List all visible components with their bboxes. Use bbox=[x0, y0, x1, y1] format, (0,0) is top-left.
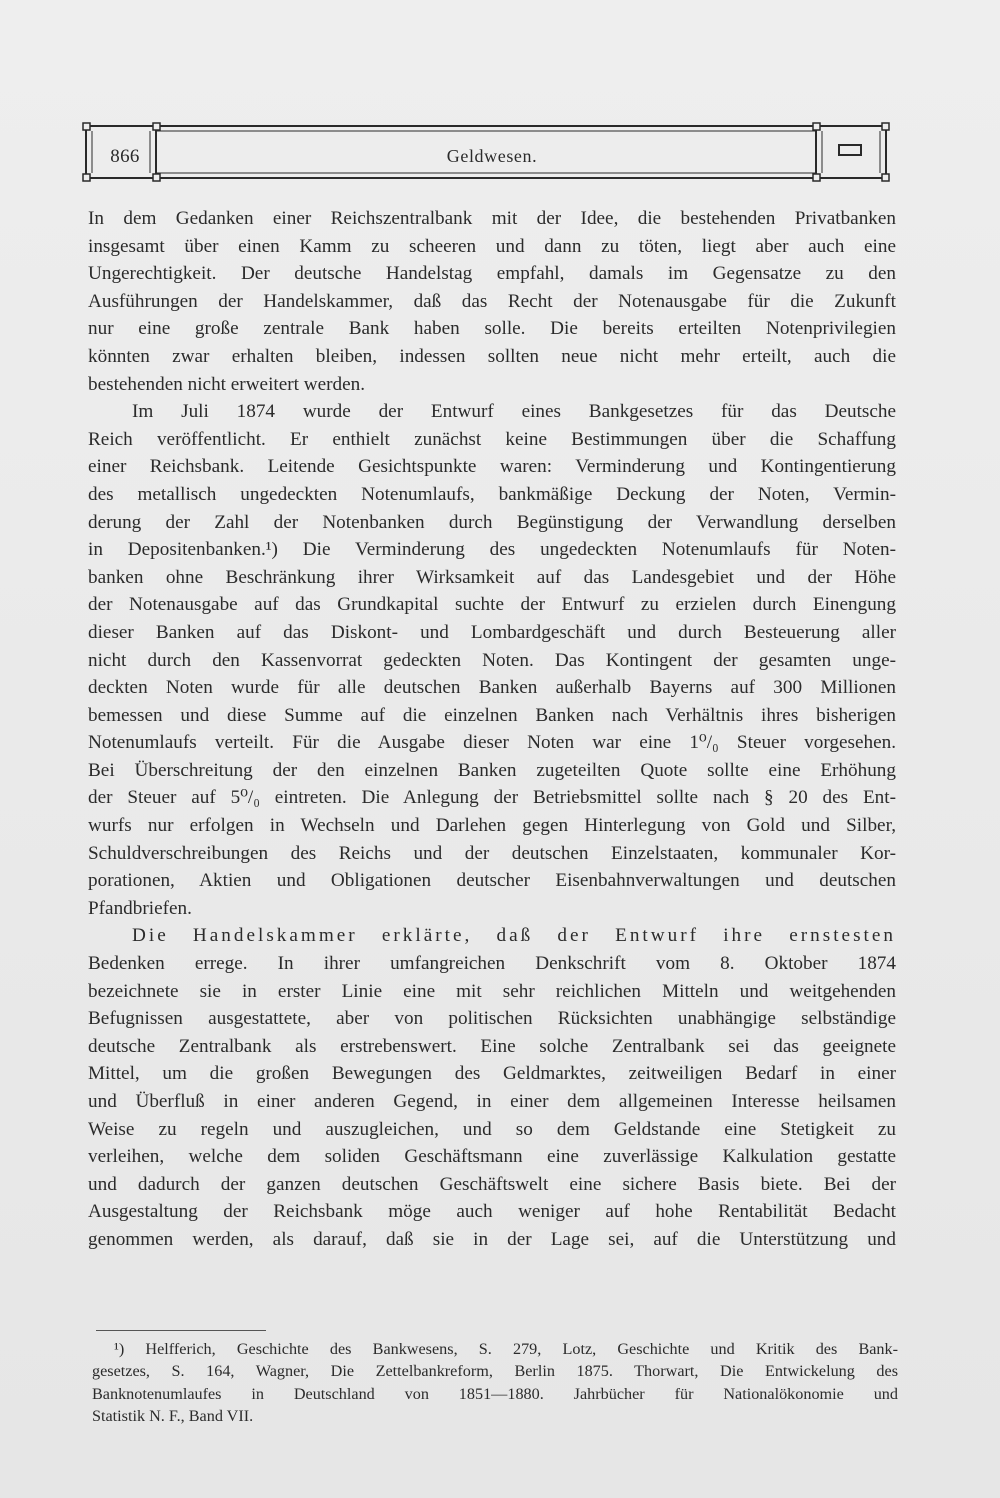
text-line: Ausführungen der Handelskammer, daß das Recht der Notenausgabe für die Zukunft bbox=[88, 290, 896, 312]
text-line: könnten zwar erhalten bleiben, indessen sollten neue nicht mehr erteilt, auch die bbox=[88, 345, 896, 367]
footnote bbox=[92, 1338, 898, 1428]
text-line: nicht durch den Kassenvorrat gedeckten Noten. Das Kontingent der gesamten unge- bbox=[88, 649, 896, 671]
text-line: banken ohne Beschränkung ihrer Wirksamkeit auf das Landesgebiet und der Höhe bbox=[88, 566, 896, 588]
text-line: bezeichnete sie in erster Linie eine mit sehr reichlichen Mitteln und weitgehenden bbox=[88, 980, 896, 1002]
text-line: Im Juli 1874 wurde der Entwurf eines Bankgesetzes für das Deutsche bbox=[132, 401, 896, 423]
text-line: nur eine große zentrale Bank haben solle. Die bereits erteilten Notenprivilegien bbox=[88, 318, 896, 340]
text-line: in Depositenbanken.¹) Die Verminderung des ungedeckten Notenumlaufs für Noten- bbox=[88, 539, 896, 561]
text-line: Ausgestaltung der Reichsbank möge auch weniger auf hohe Rentabilität Bedacht bbox=[88, 1201, 896, 1223]
footnote-line: gesetzes, S. 164, Wagner, Die Zettelbankreform, Berlin 1875. Thorwart, Die Entwickelung des bbox=[92, 1362, 898, 1381]
text-line: derung der Zahl der Notenbanken durch Begünstigung der Verwandlung derselben bbox=[88, 511, 896, 533]
text-line: Schuldverschreibungen des Reichs und der deutschen Einzelstaaten, kommunaler Kor- bbox=[88, 842, 896, 864]
text-line: des metallisch ungedeckten Notenumlaufs, bankmäßige Deckung der Noten, Vermin- bbox=[88, 483, 896, 505]
text-line: der Steuer auf 5⁰/₀ eintreten. Die Anlegung der Betriebsmittel sollte nach § 20 des Ent- bbox=[88, 787, 896, 809]
text-line: wurfs nur erfolgen in Wechseln und Darlehen gegen Hinterlegung von Gold und Silber, bbox=[88, 815, 896, 837]
text-line: Die Handelskammer erklärte, daß der Entwurf ihre ernstesten bbox=[132, 925, 896, 947]
text-line: der Notenausgabe auf das Grundkapital suchte der Entwurf zu erzielen durch Einengung bbox=[88, 594, 896, 616]
text-line: Notenumlaufs verteilt. Für die Ausgabe dieser Noten war eine 1⁰/₀ Steuer vorgesehen. bbox=[88, 732, 896, 754]
text-line: und Überfluß in einer anderen Gegend, in einer dem allgemeinen Interesse heilsamen bbox=[88, 1091, 896, 1112]
text-line: Reich veröffentlicht. Er enthielt zunächst keine Bestimmungen über die Schaffung bbox=[88, 428, 896, 450]
footnote-line: Statistik N. F., Band VII. bbox=[92, 1407, 254, 1426]
text-line: und dadurch der ganzen deutschen Geschäftswelt eine sichere Basis biete. Bei der bbox=[88, 1173, 896, 1195]
text-line: Bei Überschreitung der den einzelnen Banken zugeteilten Quote sollte eine Erhöhung bbox=[88, 759, 896, 781]
text-line: Weise zu regeln und auszugleichen, und so dem Geldstande eine Stetigkeit zu bbox=[88, 1118, 896, 1140]
text-line: In dem Gedanken einer Reichszentralbank mit der Idee, die bestehenden Privatbanken bbox=[88, 208, 896, 229]
footnote-line: Banknotenumlaufes in Deutschland von 1851—1880. Jahrbücher für Nationalökonomie und bbox=[92, 1384, 898, 1403]
text-line: verleihen, welche dem soliden Geschäftsmann eine zuverlässige Kalkulation gestatte bbox=[88, 1146, 896, 1168]
running-header bbox=[82, 120, 890, 184]
text-line: insgesamt über einen Kamm zu scheeren und dann zu töten, liegt aber auch eine bbox=[88, 235, 896, 257]
text-line: einer Reichsbank. Leitende Gesichtspunkte waren: Verminderung und Kontingentierung bbox=[88, 456, 896, 478]
text-line: dieser Banken auf das Diskont- und Lombardgeschäft und durch Besteuerung aller bbox=[88, 621, 896, 643]
footnote-line: ¹) Helfferich, Geschichte des Bankwesens, S. 279, Lotz, Geschichte und Kritik des Bank- bbox=[114, 1340, 898, 1358]
text-line: Ungerechtigkeit. Der deutsche Handelstag empfahl, damals im Gegensatze zu den bbox=[88, 263, 896, 285]
text-line: bestehenden nicht erweitert werden. bbox=[88, 373, 366, 395]
text-line: Pfandbriefen. bbox=[88, 897, 192, 919]
page-number: 866 bbox=[110, 146, 140, 167]
running-title: Geldwesen. bbox=[446, 146, 538, 166]
text-line: Bedenken errege. In ihrer umfangreichen Denkschrift vom 8. Oktober 1874 bbox=[88, 953, 896, 975]
text-line: genommen werden, als darauf, daß sie in der Lage sei, auf die Unterstützung und bbox=[88, 1228, 896, 1250]
footnote-divider bbox=[96, 1330, 266, 1331]
text-line: bemessen und diese Summe auf die einzelnen Banken nach Verhältnis ihres bisherigen bbox=[88, 704, 896, 726]
text-line: Befugnissen ausgestattete, aber von politischen Rücksichten unabhängige selbständige bbox=[88, 1008, 896, 1030]
text-line: deckten Noten wurde für alle deutschen Banken außerhalb Bayerns auf 300 Millionen bbox=[88, 677, 896, 699]
text-line: porationen, Aktien und Obligationen deutscher Eisenbahnverwaltungen und deutschen bbox=[88, 870, 896, 892]
text-line: Mittel, um die großen Bewegungen des Geldmarktes, zeitweiligen Bedarf in einer bbox=[88, 1063, 896, 1085]
text-line: deutsche Zentralbank als erstrebenswert. Eine solche Zentralbank sei das geeignete bbox=[88, 1035, 896, 1057]
body-text bbox=[88, 205, 896, 1254]
